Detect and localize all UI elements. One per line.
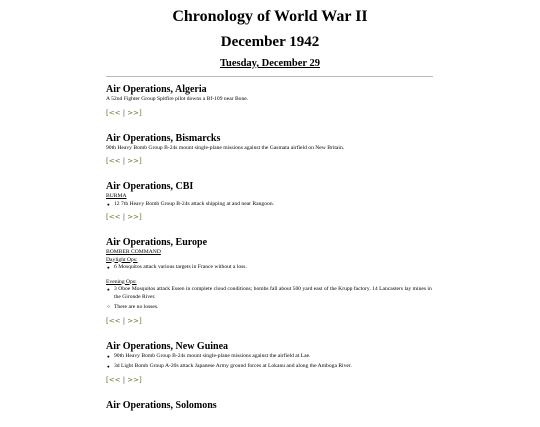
list-item: ● 3 Oboe Mosquitos attack Essen in complete cloud conditions; bombs fall about 500 yard east of the Krupp factory. 14 Lancasters lay mines in the Gironde River. (106, 286, 438, 301)
next-link[interactable]: >> (127, 375, 140, 384)
subheading: BURMA (106, 193, 127, 199)
prev-link[interactable]: << (108, 157, 121, 165)
prev-link[interactable]: << (108, 108, 121, 117)
subheading-evening: Evening Ops: (106, 278, 137, 285)
section-europe (106, 237, 438, 326)
bullet-list (106, 353, 438, 371)
nav-links: [<< | >>] (106, 375, 142, 384)
date-heading: Tuesday, December 29 (219, 58, 321, 69)
section-title: Air Operations, Europe (106, 237, 208, 248)
next-link[interactable]: >> (127, 316, 140, 325)
list-item: ○ There are no losses. (106, 304, 438, 312)
nav-links: [<< | >>] (106, 157, 142, 165)
section-cbi (106, 181, 438, 222)
section-title: Air Operations, CBI (106, 181, 194, 192)
list-item: ● 3d Light Bomb Group A-20s attack Japanese Army ground forces at Lokanu and along the Amboga River. (106, 363, 438, 371)
section-title: Air Operations, Solomons (106, 399, 217, 411)
divider (106, 76, 433, 77)
section-text: A 52nd Fighter Group Spitfire pilot downs a Bf-109 near Bone. (106, 96, 249, 102)
prev-link[interactable]: << (108, 316, 121, 325)
list-item: ● 6 Mosquitos attack various targets in France without a loss. (106, 264, 438, 272)
section-new-guinea (106, 341, 438, 385)
bullet-list (106, 201, 438, 209)
nav-links: [<< | >>] (106, 316, 142, 325)
list-item: ● 90th Heavy Bomb Group B-24s mount single-plane missions against the airfield at Lae. (106, 353, 438, 361)
next-link[interactable]: >> (127, 157, 140, 165)
bullet-list (106, 264, 438, 272)
next-link[interactable]: >> (127, 108, 140, 117)
subheading-daylight: Daylight Ops: (106, 256, 138, 263)
subheading: BOMBER COMMAND (106, 249, 161, 255)
list-item: ● 12 7th Heavy Bomb Group B-24s attack shipping at and near Rangoon. (106, 201, 438, 209)
page-title: Chronology of World War II (172, 8, 368, 25)
content (106, 84, 438, 427)
nav-links: [<< | >>] (106, 213, 142, 221)
prev-link[interactable]: << (108, 375, 121, 384)
page-subtitle: December 1942 (220, 34, 320, 50)
section-title: Air Operations, Algeria (106, 84, 207, 95)
section-solomons (106, 400, 438, 412)
next-link[interactable]: >> (127, 213, 140, 221)
section-text: 90th Heavy Bomb Group B-24s mount single-plane missions against the Gasmata airfield on New Britain. (106, 144, 345, 151)
bullet-list (106, 286, 438, 312)
prev-link[interactable]: << (108, 213, 121, 221)
section-algeria (106, 84, 438, 118)
section-title: Air Operations, Bismarcks (106, 132, 221, 144)
section-title: Air Operations, New Guinea (106, 340, 229, 352)
section-bismarcks (106, 133, 438, 167)
nav-links: [<< | >>] (106, 108, 142, 117)
